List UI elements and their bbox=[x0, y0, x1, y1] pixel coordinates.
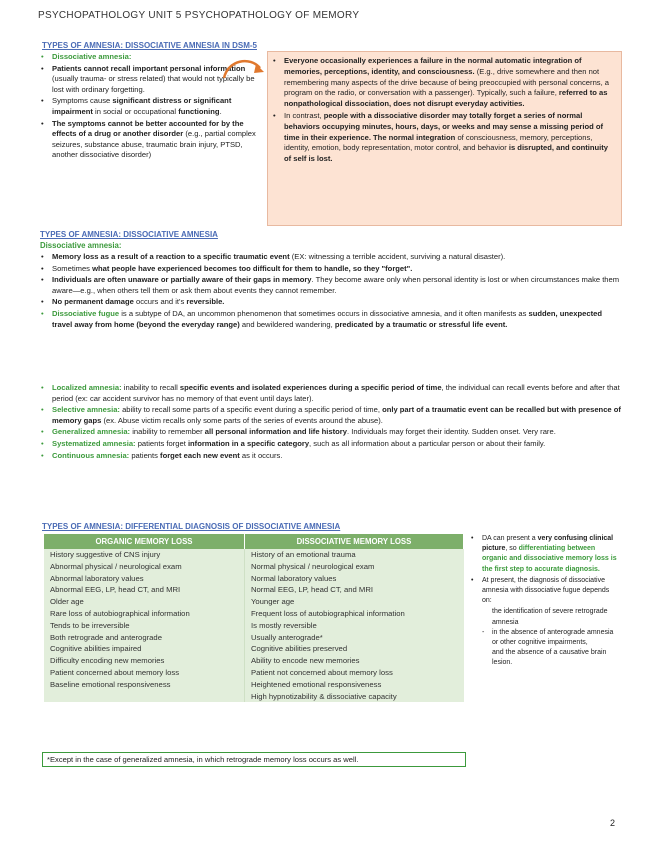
list-item: the identification of severe retrograde amnesia bbox=[492, 608, 608, 626]
table-row: Abnormal laboratory values Normal laboratory values bbox=[44, 573, 464, 585]
table-row: History suggestive of CNS injury History of an emotional trauma bbox=[44, 549, 464, 561]
diagnosis-notes bbox=[468, 534, 618, 669]
table-header-organic: ORGANIC MEMORY LOSS bbox=[44, 534, 244, 549]
table-row: Patient concerned about memory loss Patient not concerned about memory loss bbox=[44, 667, 464, 679]
list-item: • Dissociative fugue is a subtype of DA, an uncommon phenomenon that sometimes occurs in dissociative amnesia, and it often manifests as sudden, unexpected travel away from home (beyond the everyday range) and bewildered wandering, predicated by a traumatic or stressful life event. bbox=[38, 309, 623, 330]
table-row: Both retrograde and anterograde Usually anterograde* bbox=[44, 632, 464, 644]
list-item: • Memory loss as a result of a reaction to a specific traumatic event (EX: witnessing a terrible accident, surviving a natural disaster). bbox=[38, 252, 623, 263]
table-row: Cognitive abilities impaired Cognitive abilities preserved bbox=[44, 643, 464, 655]
list-item: - in the absence of anterograde amnesia or other cognitive impairments, bbox=[482, 628, 618, 648]
list-item: and the absence of a causative brain lesion. bbox=[492, 649, 607, 667]
differential-diagnosis-table bbox=[44, 534, 464, 702]
list-item: • Continuous amnesia: patients forget each new event as it occurs. bbox=[38, 451, 623, 462]
list-item: • Individuals are often unaware or partially aware of their gaps in memory. They become aware only when personal identity is lost or when circumstances make them aware—e.g., when others tell them or ask them about events they cannot remember. bbox=[38, 275, 623, 296]
list-item: • No permanent damage occurs and it's reversible. bbox=[38, 297, 623, 308]
list-item: • In contrast, people with a dissociative disorder may totally forget a series of normal behaviors occupying minutes, hours, days, or weeks and may sense a missing period of time in their experience. The normal integration of consciousness, memory, perceptions, identity, emotion, body representation, motor control, and behavior is disrupted, and continuity of self is lost. bbox=[270, 111, 613, 165]
table-row: Abnormal physical / neurological exam Normal physical / neurological exam bbox=[44, 561, 464, 573]
page-number: 2 bbox=[609, 818, 615, 828]
table-header-dissociative: DISSOCIATIVE MEMORY LOSS bbox=[244, 534, 463, 549]
table-row: Older age Younger age bbox=[44, 596, 464, 608]
section-title-differential-diagnosis: TYPES OF AMNESIA: DIFFERENTIAL DIAGNOSIS OF DISSOCIATIVE AMNESIA bbox=[42, 522, 341, 531]
list-item: • DA can present a very confusing clinical picture, so differentiating between organic and dissociative memory loss is the first step to accurate diagnosis. bbox=[468, 534, 618, 575]
table-row: Tends to be irreversible Is mostly reversible bbox=[44, 620, 464, 632]
list-item: • Localized amnesia: inability to recall specific events and isolated experiences during a specific period of time, the individual can recall events before and after that period (ex: car accident survivor has no memory of that event until days later). bbox=[38, 383, 623, 404]
table-row: Difficulty encoding new memories Ability to encode new memories bbox=[44, 655, 464, 667]
section-title-dissociative-amnesia: TYPES OF AMNESIA: DISSOCIATIVE AMNESIA bbox=[40, 230, 218, 239]
table-row: Baseline emotional responsiveness Heightened emotional responsiveness bbox=[44, 679, 464, 691]
list-item: • Patients cannot recall important personal information (usually trauma- or stress related) that would not typically be lost with ordinary forgetting. bbox=[38, 64, 266, 96]
list-item: • Everyone occasionally experiences a failure in the normal automatic integration of memories, perceptions, identity, and consciousness. (E.g., drive somewhere and then not remembering many aspects of the drive because of being preoccupied with personal concerns, a program on the radio, or conversation with a passenger). Typically, such a failure, referred to as nonpathological dissociation, does not disrupt everyday activities. bbox=[270, 56, 613, 110]
table-row: High hypnotizability & dissociative capacity bbox=[44, 691, 464, 703]
nonpathological-dissociation-box bbox=[267, 51, 622, 226]
table-footnote: *Except in the case of generalized amnesia, in which retrograde memory loss occurs as well. bbox=[42, 752, 466, 767]
list-item: • At present, the diagnosis of dissociative amnesia with dissociative fugue depends on: bbox=[468, 576, 618, 607]
list-item: • Dissociative amnesia: bbox=[38, 52, 266, 63]
curved-arrow-icon bbox=[220, 56, 270, 82]
list-item: • Generalized amnesia: inability to remember all personal information and life history. Individuals may forget their identity. Sudden onset. Very rare. bbox=[38, 427, 623, 438]
table-row: Rare loss of autobiographical information Frequent loss of autobiographical information bbox=[44, 608, 464, 620]
list-item: • Sometimes what people have experienced becomes too difficult for them to handle, so they "forget". bbox=[38, 264, 623, 275]
section-title-dsm5: TYPES OF AMNESIA: DISSOCIATIVE AMNESIA IN DSM-5 bbox=[42, 41, 257, 50]
amnesia-types-list bbox=[38, 383, 623, 462]
table-row: Abnormal EEG, LP, head CT, and MRI Normal EEG, LP, head CT, and MRI bbox=[44, 584, 464, 596]
page-header: PSYCHOPATHOLOGY UNIT 5 PSYCHOPATHOLOGY OF MEMORY bbox=[38, 10, 360, 21]
list-item: • The symptoms cannot be better accounted for by the effects of a drug or another disorder (e.g., partial complex seizures, substance abuse, traumatic brain injury, PTSD, another dissociative disorder) bbox=[38, 119, 266, 161]
dissociative-amnesia-list bbox=[38, 252, 623, 331]
section-subtitle: Dissociative amnesia: bbox=[40, 241, 122, 250]
list-item: • Symptoms cause significant distress or significant impairment in social or occupational functioning. bbox=[38, 96, 266, 117]
list-item: • Systematized amnesia: patients forget information in a specific category, such as all information about a particular person or about their family. bbox=[38, 439, 623, 450]
list-item: • Selective amnesia: ability to recall some parts of a specific event during a specific period of time, only part of a traumatic event can be recalled but with presence of memory gaps (ex. Abuse victim recalls only some parts of the series of events around the abuse). bbox=[38, 405, 623, 426]
